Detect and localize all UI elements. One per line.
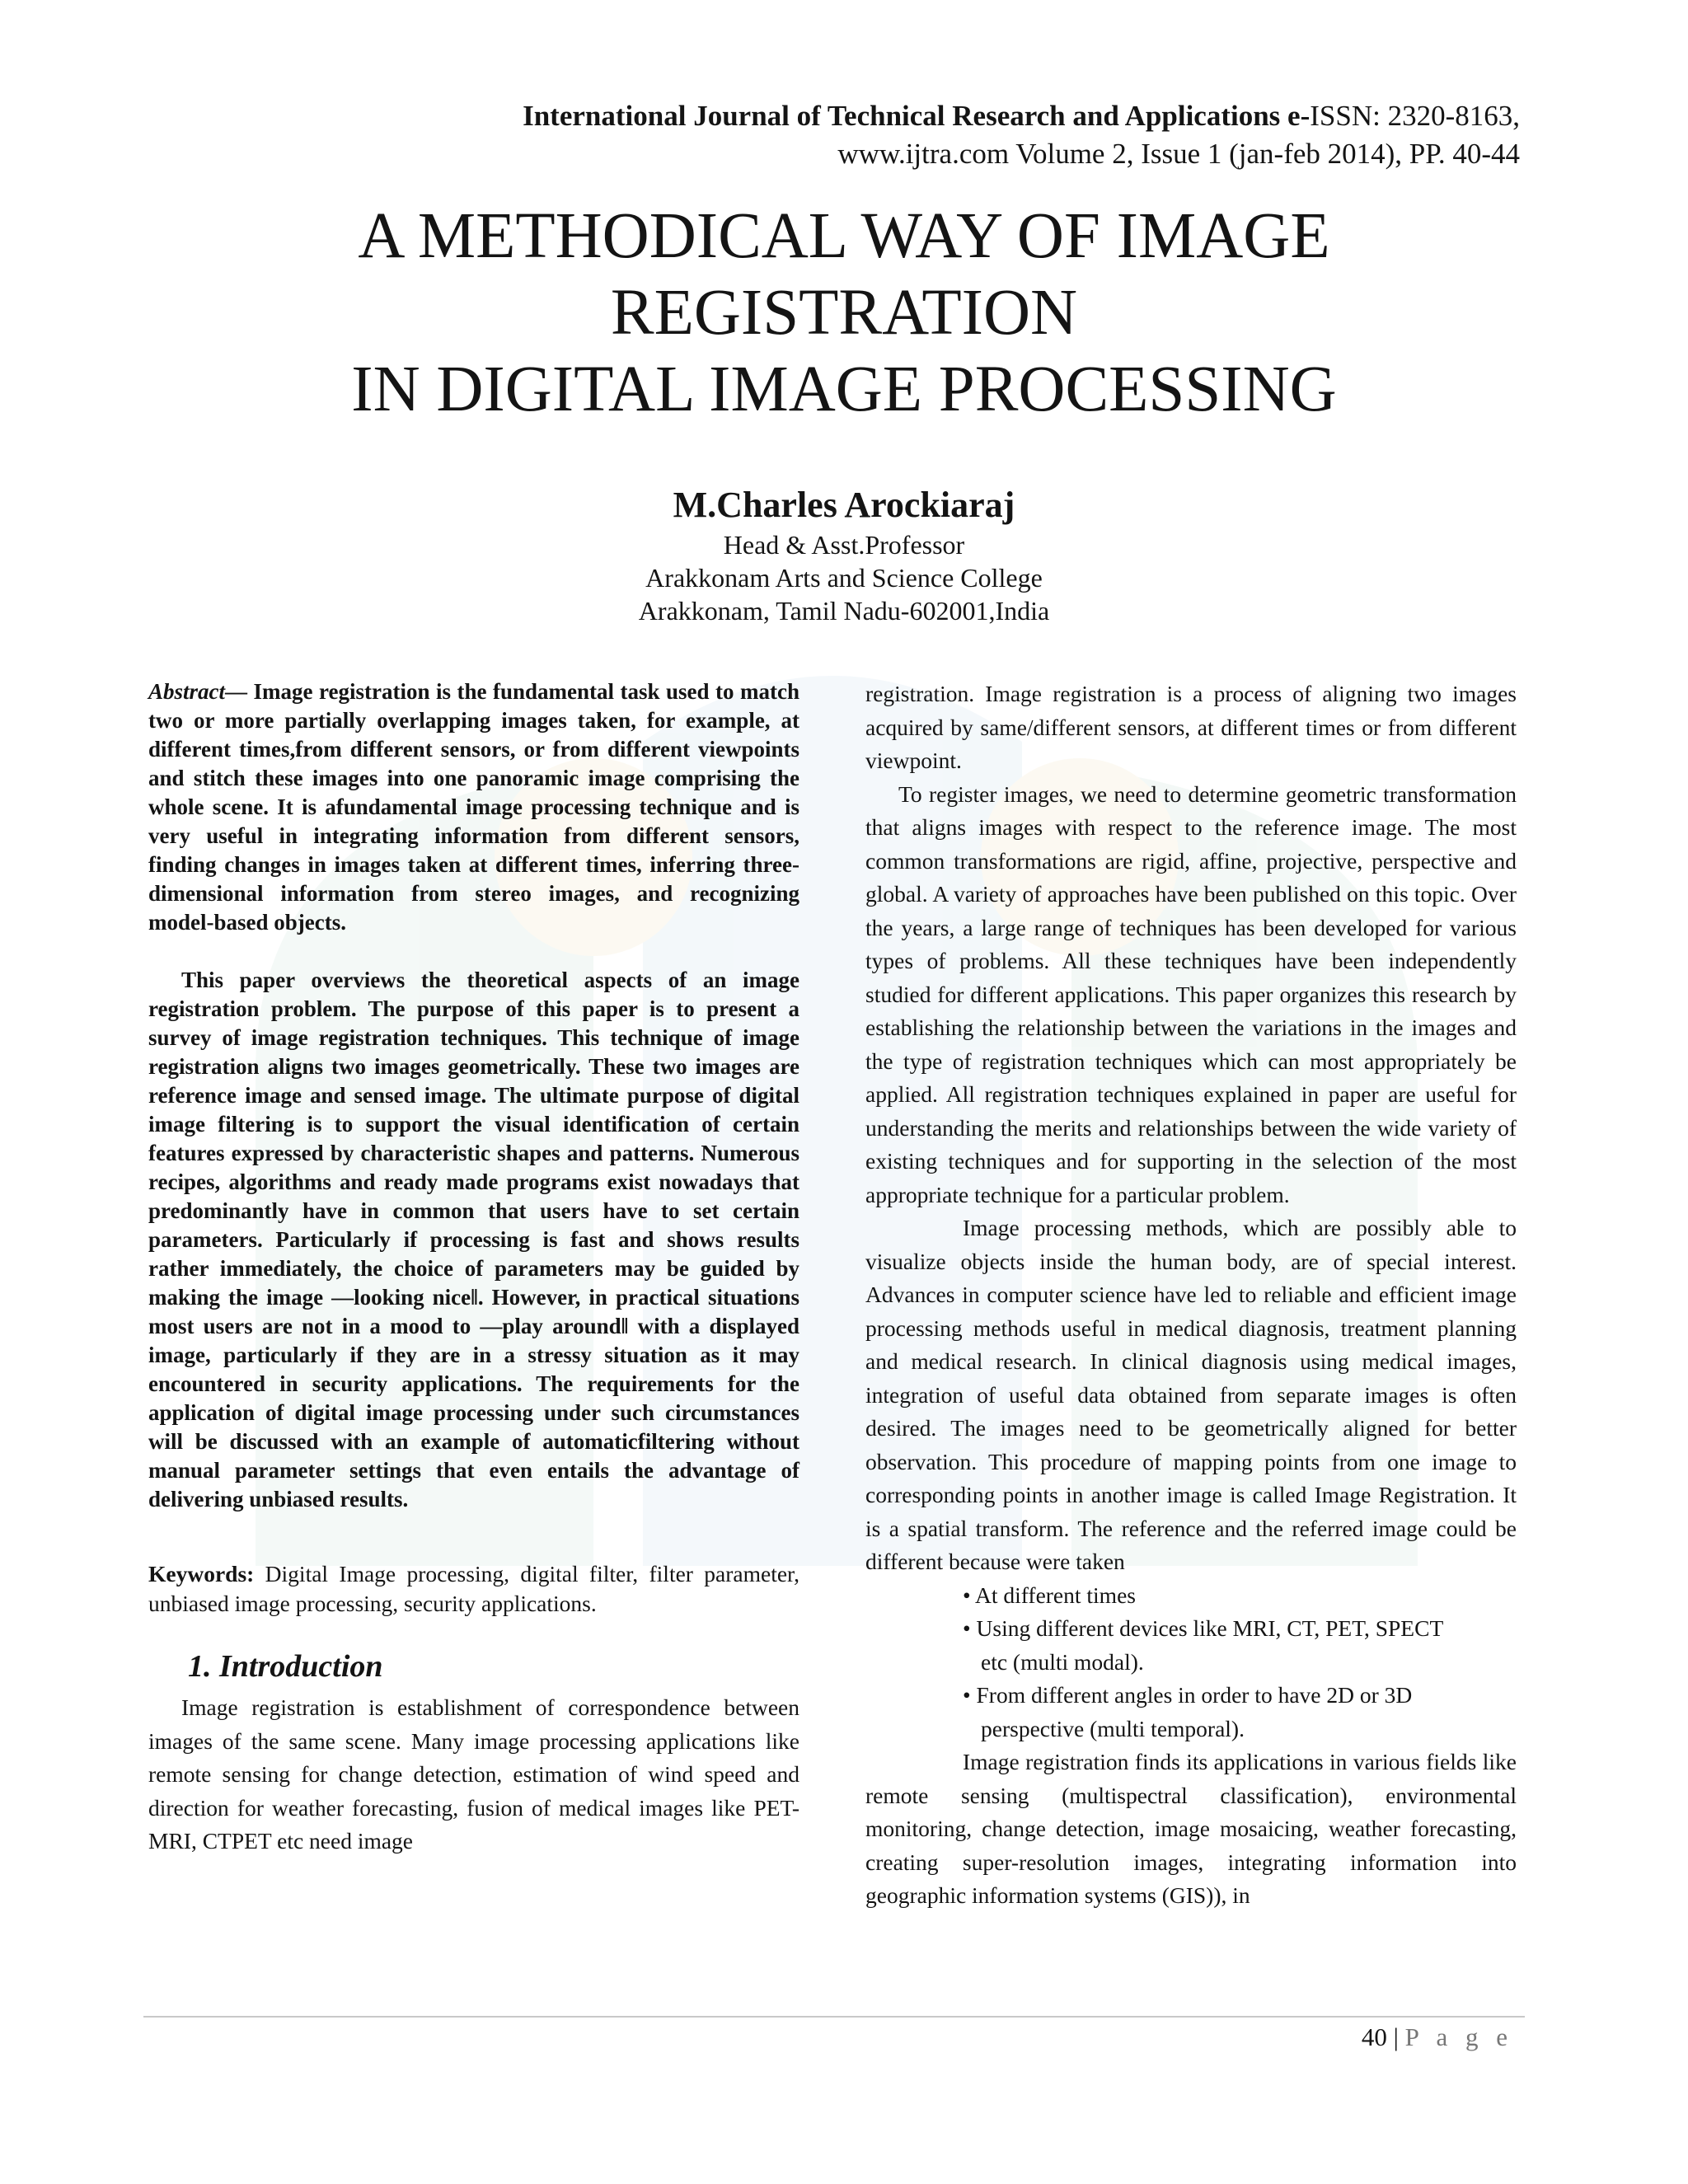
body-paragraph-1: registration. Image registration is a process of aligning two images acquired by same/different sensors, at different times or from different viewpoint. bbox=[865, 681, 1517, 773]
abstract-paragraph-1 bbox=[148, 677, 799, 937]
keywords-text: Digital Image processing, digital filter, filter parameter, unbiased image processing, security applications. bbox=[148, 1561, 799, 1616]
body-paragraph-2: To register images, we need to determine geometric transformation that aligns images with respect to the reference image. The most common transformations are rigid, affine, projective, perspective and global. A variety of approaches have been published on this topic. Over the years, a large range of techniques has been developed for various types of problems. All these techniques have been independently studied for different applications. This paper organizes this research by establishing the relationship between the variations in the images and the type of registration techniques which can most appropriately be applied. All registration techniques explained in paper are useful for understanding the merits and relationships between the wide variety of existing techniques and for supporting in the selection of the most appropriate technique for a particular problem. bbox=[865, 780, 1517, 1207]
list-item-text: • From different angles in order to have 2D or 3D bbox=[963, 1682, 1413, 1708]
body-paragraph-4: Image registration finds its applications in various fields like remote sensing (multispectral classification), environmental monitoring, change detection, image mosaicing, weather forecasting, creating super-resolution images, integrating information into geographic information systems (GIS)), in bbox=[865, 1749, 1517, 1908]
list-item-continuation: etc (multi modal). bbox=[981, 1648, 1144, 1675]
list-item bbox=[963, 1612, 1517, 1679]
section-heading-introduction: 1. Introduction bbox=[188, 1649, 383, 1684]
keywords-label: Keywords: bbox=[148, 1561, 255, 1586]
author-institution: Arakkonam Arts and Science College bbox=[645, 563, 1043, 593]
journal-header bbox=[523, 97, 1520, 173]
title-line-3: IN DIGITAL IMAGE PROCESSING bbox=[351, 354, 1337, 425]
paper-title bbox=[0, 198, 1688, 428]
page-label: P a g e bbox=[1404, 2022, 1513, 2051]
abstract-text-1: Image registration is the fundamental task used to match two or more partially overlapping images taken, for example, at different times,from different sensors, or from different viewpoints and stitch these images into one panoramic image comprising the whole scene. It is afundamental image processing technique and is very useful in integrating information from different sensors, finding changes in images taken at different times, inferring three-dimensional information from stereo images, and recognizing model-based objects. bbox=[148, 679, 799, 935]
author-block bbox=[0, 482, 1688, 627]
left-column bbox=[148, 677, 799, 1858]
keywords bbox=[148, 1559, 799, 1619]
list-item bbox=[963, 1579, 1517, 1613]
right-column bbox=[865, 677, 1517, 1913]
abstract-paragraph-2: This paper overviews the theoretical aspects of an image registration problem. The purpose of this paper is to present a survey of image registration techniques. This technique of image registration aligns two images geometrically. These two images are reference image and sensed image. The ultimate purpose of digital image filtering is to support the visual identification of certain features expressed by characteristic shapes and patterns. Numerous recipes, algorithms and ready made programs exist nowadays that predominantly have in common that users have to set certain parameters. Particularly if processing is fast and shows results rather immediately, the choice of parameters may be guided by making the image ―looking nice‖. However, in practical situations most users are not in a mood to ―play around‖ with a displayed image, particularly if they are in a stressy situation as it may encountered in security applications. The requirements for the application of digital image processing under such circumstances will be discussed with an example of automaticfiltering without manual parameter settings that even entails the advantage of delivering unbiased results. bbox=[148, 968, 799, 1511]
footer-divider bbox=[143, 2016, 1525, 2018]
author-address: Arakkonam, Tamil Nadu-602001,India bbox=[638, 596, 1050, 626]
author-role: Head & Asst.Professor bbox=[723, 530, 965, 560]
abstract bbox=[148, 677, 799, 1514]
journal-line-2: www.ijtra.com Volume 2, Issue 1 (jan-feb 2014), PP. 40-44 bbox=[837, 138, 1520, 170]
introduction-paragraph-1: Image registration is establishment of correspondence between images of the same scene. Many image processing applications like remote sensing for change detection, estimation of wind speed and direction for weather forecasting, fusion of medical images like PET-MRI, CTPET etc need image bbox=[148, 1694, 799, 1854]
abstract-dash: — bbox=[225, 679, 248, 704]
reasons-list bbox=[865, 1579, 1517, 1746]
author-name: M.Charles Arockiaraj bbox=[673, 485, 1015, 525]
title-line-2: REGISTRATION bbox=[610, 277, 1078, 349]
list-item-text: • At different times bbox=[963, 1582, 1136, 1608]
abstract-label: Abstract bbox=[148, 679, 226, 704]
footer-separator: | bbox=[1386, 2022, 1405, 2051]
list-item bbox=[963, 1679, 1517, 1746]
issn-prefix: e- bbox=[1287, 100, 1311, 132]
page-footer bbox=[1362, 2022, 1513, 2052]
title-line-1: A METHODICAL WAY OF IMAGE bbox=[358, 200, 1330, 272]
list-item-continuation: perspective (multi temporal). bbox=[981, 1715, 1245, 1741]
issn: ISSN: 2320-8163, bbox=[1310, 100, 1520, 132]
journal-name: International Journal of Technical Research and Applications bbox=[523, 100, 1281, 132]
body-paragraph-3: Image processing methods, which are possibly able to visualize objects inside the human body, are of special interest. Advances in computer science have led to reliable and efficient image processing methods useful in medical diagnosis, treatment planning and medical research. In clinical diagnosis using medical images, integration of useful data obtained from separate images is often desired. The images need to be geometrically aligned for better observation. This procedure of mapping points from one image to corresponding points in another image is called Image Registration. It is a spatial transform. The reference and the referred image could be different because were taken bbox=[865, 1215, 1517, 1574]
page-number: 40 bbox=[1361, 2022, 1387, 2051]
journal-line-1 bbox=[523, 97, 1520, 135]
list-item-text: • Using different devices like MRI, CT, PET, SPECT bbox=[963, 1615, 1444, 1641]
